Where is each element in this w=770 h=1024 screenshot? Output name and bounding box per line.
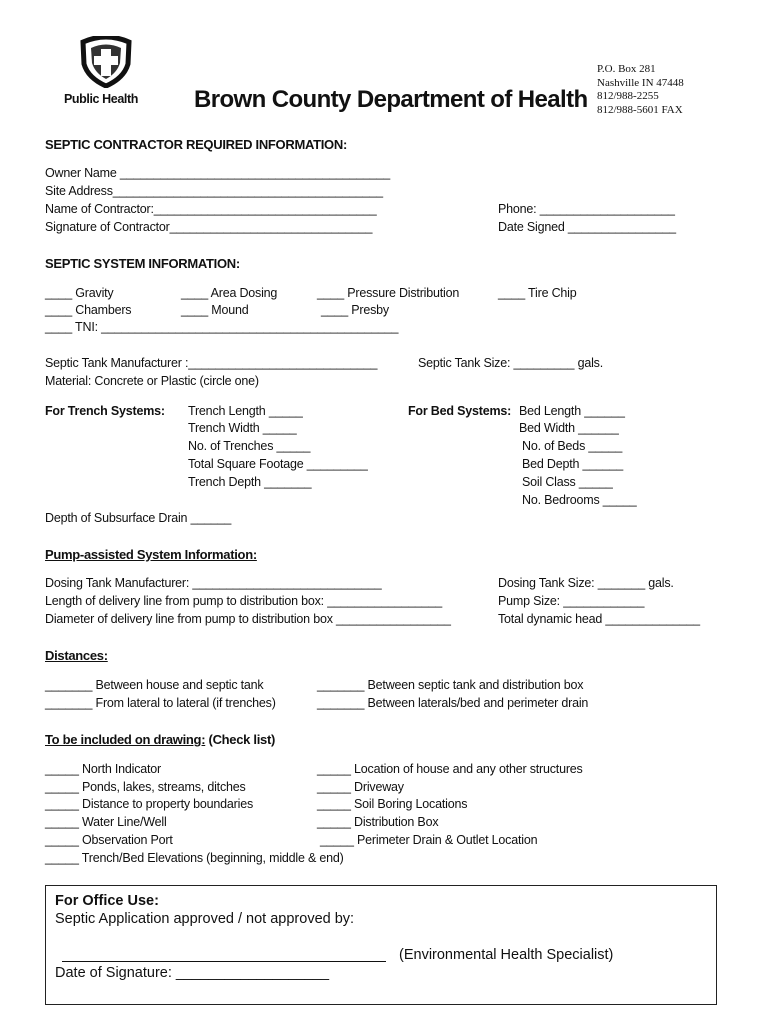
- specialist-signature-line[interactable]: [62, 961, 386, 962]
- dosing-manufacturer-field[interactable]: Dosing Tank Manufacturer: ____________________________: [45, 576, 382, 590]
- distance-house-tank-field[interactable]: _______ Between house and septic tank: [45, 678, 264, 692]
- site-address-field[interactable]: Site Address________________________________________: [45, 184, 383, 198]
- trench-count-field[interactable]: No. of Trenches _____: [188, 439, 311, 453]
- checklist-item[interactable]: _____ North Indicator: [45, 762, 162, 776]
- bed-length-field[interactable]: Bed Length ______: [519, 404, 625, 418]
- address-line: Nashville IN 47448: [597, 76, 684, 89]
- contractor-signature-field[interactable]: Signature of Contractor______________________________: [45, 220, 373, 234]
- system-heading: SEPTIC SYSTEM INFORMATION:: [45, 256, 240, 271]
- checklist-item[interactable]: _____ Perimeter Drain & Outlet Location: [320, 833, 538, 847]
- address-line: 812/988-5601 FAX: [597, 103, 683, 116]
- bed-label: For Bed Systems:: [408, 404, 512, 418]
- trench-length-field[interactable]: Trench Length _____: [188, 404, 303, 418]
- checklist-item[interactable]: _____ Soil Boring Locations: [317, 797, 468, 811]
- soil-class-field[interactable]: Soil Class _____: [522, 475, 613, 489]
- checklist-item[interactable]: _____ Observation Port: [45, 833, 173, 847]
- address-line: P.O. Box 281: [597, 63, 656, 75]
- subsurface-drain-field[interactable]: Depth of Subsurface Drain ______: [45, 511, 232, 525]
- contractor-name-field[interactable]: Name of Contractor:_________________________________: [45, 202, 377, 216]
- contractor-heading: SEPTIC CONTRACTOR REQUIRED INFORMATION:: [45, 137, 347, 152]
- pressure-distribution-option[interactable]: ____ Pressure Distribution: [317, 286, 460, 300]
- mound-option[interactable]: ____ Mound: [181, 303, 249, 317]
- checklist-item[interactable]: _____ Distribution Box: [317, 815, 439, 829]
- office-approval-line: Septic Application approved / not approved by:: [55, 911, 355, 927]
- dynamic-head-field[interactable]: Total dynamic head ______________: [498, 612, 700, 626]
- delivery-length-field[interactable]: Length of delivery line from pump to distribution box: _________________: [45, 594, 442, 608]
- pump-size-field[interactable]: Pump Size: ____________: [498, 594, 645, 608]
- trench-depth-field[interactable]: Trench Depth _______: [188, 475, 312, 489]
- gravity-option[interactable]: ____ Gravity: [45, 286, 114, 300]
- bedrooms-field[interactable]: No. Bedrooms _____: [522, 493, 637, 507]
- tank-manufacturer-field[interactable]: Septic Tank Manufacturer :____________________________: [45, 356, 378, 370]
- drawing-heading-note: (Check list): [205, 732, 276, 747]
- distance-lateral-field[interactable]: _______ From lateral to lateral (if trenches): [45, 696, 276, 710]
- bed-depth-field[interactable]: Bed Depth ______: [522, 457, 624, 471]
- bed-count-field[interactable]: No. of Beds _____: [522, 439, 623, 453]
- public-health-logo: [78, 36, 134, 88]
- office-use-heading: For Office Use:: [55, 893, 159, 909]
- drawing-heading: [45, 732, 275, 747]
- checklist-item[interactable]: _____ Ponds, lakes, streams, ditches: [45, 780, 246, 794]
- trench-width-field[interactable]: Trench Width _____: [188, 421, 297, 435]
- presby-option[interactable]: ____ Presby: [321, 303, 389, 317]
- checklist-item[interactable]: _____ Location of house and any other structures: [317, 762, 583, 776]
- address-block: [597, 63, 684, 117]
- shield-cross-icon: [78, 36, 134, 88]
- checklist-item[interactable]: _____ Water Line/Well: [45, 815, 167, 829]
- specialist-label: (Environmental Health Specialist): [399, 947, 614, 963]
- address-line: 812/988-2255: [597, 90, 659, 102]
- distance-laterals-drain-field[interactable]: _______ Between laterals/bed and perimeter drain: [317, 696, 589, 710]
- distances-heading: Distances:: [45, 648, 108, 663]
- phone-field[interactable]: Phone: ____________________: [498, 202, 675, 216]
- logo-text: Public Health: [64, 92, 138, 106]
- checklist-item[interactable]: _____ Distance to property boundaries: [45, 797, 254, 811]
- trench-label: For Trench Systems:: [45, 404, 165, 418]
- drawing-heading-label: To be included on drawing:: [45, 732, 206, 747]
- checklist-item[interactable]: _____ Driveway: [317, 780, 404, 794]
- material-field[interactable]: Material: Concrete or Plastic (circle one): [45, 374, 259, 388]
- chambers-option[interactable]: ____ Chambers: [45, 303, 132, 317]
- area-dosing-option[interactable]: ____ Area Dosing: [181, 286, 278, 300]
- dosing-tank-size-field[interactable]: Dosing Tank Size: _______ gals.: [498, 576, 674, 590]
- tire-chip-option[interactable]: ____ Tire Chip: [498, 286, 577, 300]
- checklist-item[interactable]: _____ Trench/Bed Elevations (beginning, middle & end): [45, 851, 344, 865]
- distance-tank-box-field[interactable]: _______ Between septic tank and distribution box: [317, 678, 584, 692]
- owner-name-field[interactable]: Owner Name ________________________________________: [45, 166, 390, 180]
- date-signed-field[interactable]: Date Signed ________________: [498, 220, 676, 234]
- total-square-footage-field[interactable]: Total Square Footage _________: [188, 457, 368, 471]
- date-of-signature-field[interactable]: Date of Signature: ___________________: [55, 965, 330, 981]
- tank-size-field[interactable]: Septic Tank Size: _________ gals.: [418, 356, 603, 370]
- page-title: Brown County Department of Health: [194, 86, 588, 113]
- pump-heading: Pump-assisted System Information:: [45, 547, 257, 562]
- delivery-diameter-field[interactable]: Diameter of delivery line from pump to distribution box _________________: [45, 612, 451, 626]
- bed-width-field[interactable]: Bed Width ______: [519, 421, 619, 435]
- tni-option[interactable]: ____ TNI: ____________________________________________: [45, 320, 399, 334]
